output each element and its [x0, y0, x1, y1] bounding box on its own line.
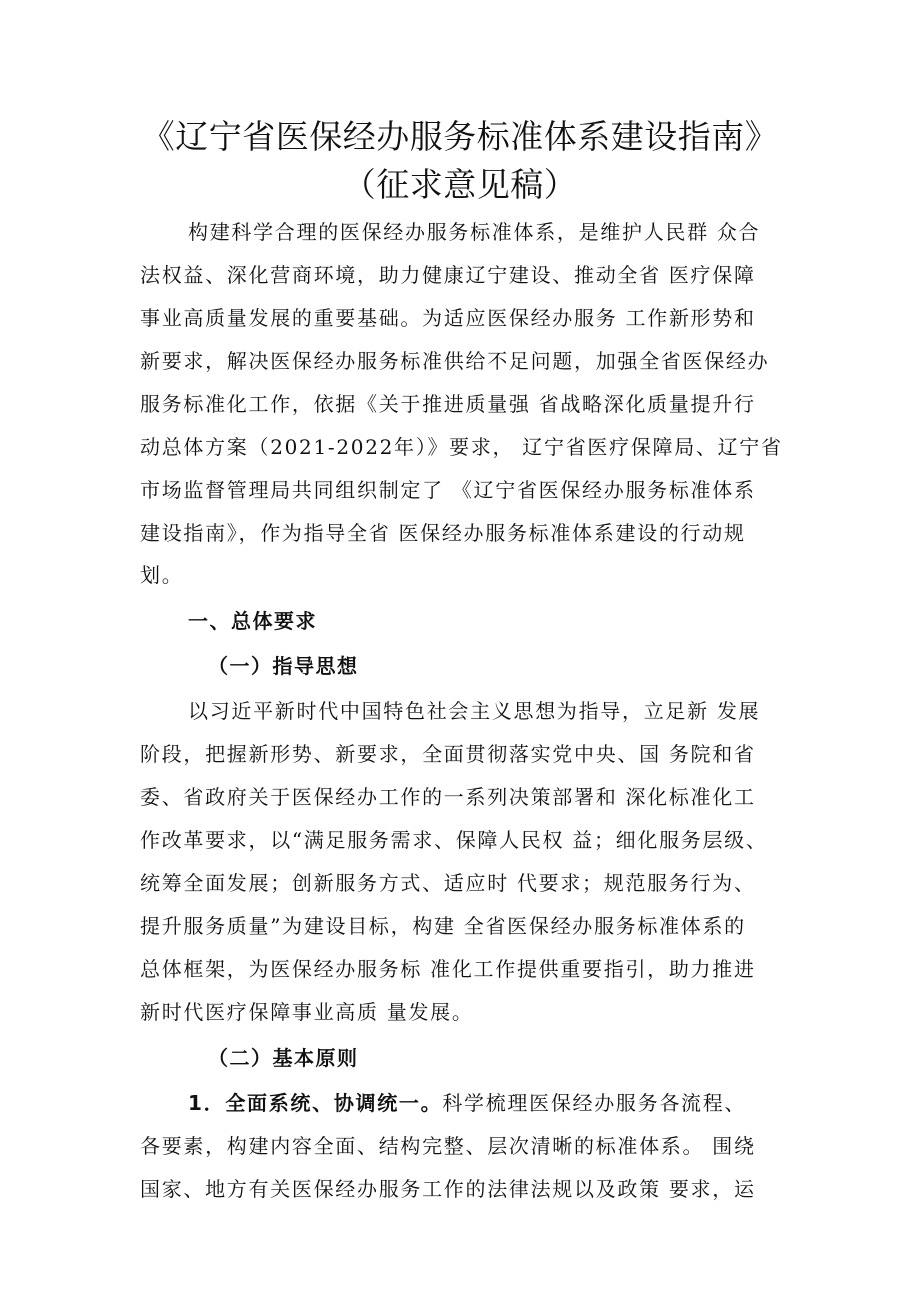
- guiding-line: 作改革要求，以“满足服务需求、保障人民权 益；细化服务层级、: [140, 828, 768, 852]
- guiding-line: 新时代医疗保障事业高质 量发展。: [140, 1000, 474, 1024]
- principle-line: 国家、地方有关医保经办服务工作的法律法规以及政策 要求，运: [140, 1177, 756, 1201]
- intro-line: 法权益、深化营商环境，助力健康辽宁建设、推动全省 医疗保障: [140, 263, 756, 287]
- intro-line: 市场监督管理局共同组织制定了 《辽宁省医保经办服务标准体系: [140, 478, 756, 502]
- intro-line: 新要求，解决医保经办服务标准供给不足问题，加强全省医保经办: [140, 349, 770, 373]
- intro-line: 构建科学合理的医保经办服务标准体系，是维护人民群 众合: [188, 220, 761, 244]
- intro-line: 服务标准化工作，依据《关于推进质量强 省战略深化质量提升行: [140, 392, 756, 416]
- principle-line: 各要素，构建内容全面、结构完整、层次清晰的标准体系。 围绕: [140, 1134, 756, 1158]
- guiding-line: 委、省政府关于医保经办工作的一系列决策部署和 深化标准化工: [140, 785, 756, 809]
- document-title: 《辽宁省医保经办服务标准体系建设指南》: [141, 117, 779, 156]
- principle-label: 1．全面系统、协调统一。: [188, 1091, 443, 1115]
- guiding-line: 统筹全面发展；创新服务方式、适应时 代要求；规范服务行为、: [140, 871, 756, 895]
- principle-line: [188, 1083, 800, 1123]
- intro-line: 建设指南》，作为指导全省 医保经办服务标准体系建设的行动规: [140, 521, 746, 545]
- guiding-line: 总体框架，为医保经办服务标 准化工作提供重要指引，助力推进: [140, 957, 756, 981]
- subsection-heading: （二）基本原则: [208, 1046, 359, 1070]
- principle-text: 科学梳理医保经办服务各流程、: [442, 1091, 747, 1115]
- intro-line: 划。: [140, 563, 184, 587]
- document-subtitle: （征求意见稿）: [342, 165, 578, 204]
- subsection-heading: （一）指导思想: [208, 654, 359, 678]
- intro-line: 事业高质量发展的重要基础。为适应医保经办服务 工作新形势和: [140, 306, 756, 330]
- guiding-line: 以习近平新时代中国特色社会主义思想为指导，立足新 发展: [188, 699, 761, 723]
- intro-line: 动总体方案（2021-2022年）》要求， 辽宁省医疗保障局、辽宁省: [140, 435, 783, 459]
- guiding-line: 提升服务质量”为建设目标，构建 全省医保经办服务标准体系的: [140, 914, 746, 938]
- section-heading: 一、总体要求: [188, 609, 317, 633]
- guiding-line: 阶段，把握新形势、新要求，全面贯彻落实党中央、国 务院和省: [140, 742, 756, 766]
